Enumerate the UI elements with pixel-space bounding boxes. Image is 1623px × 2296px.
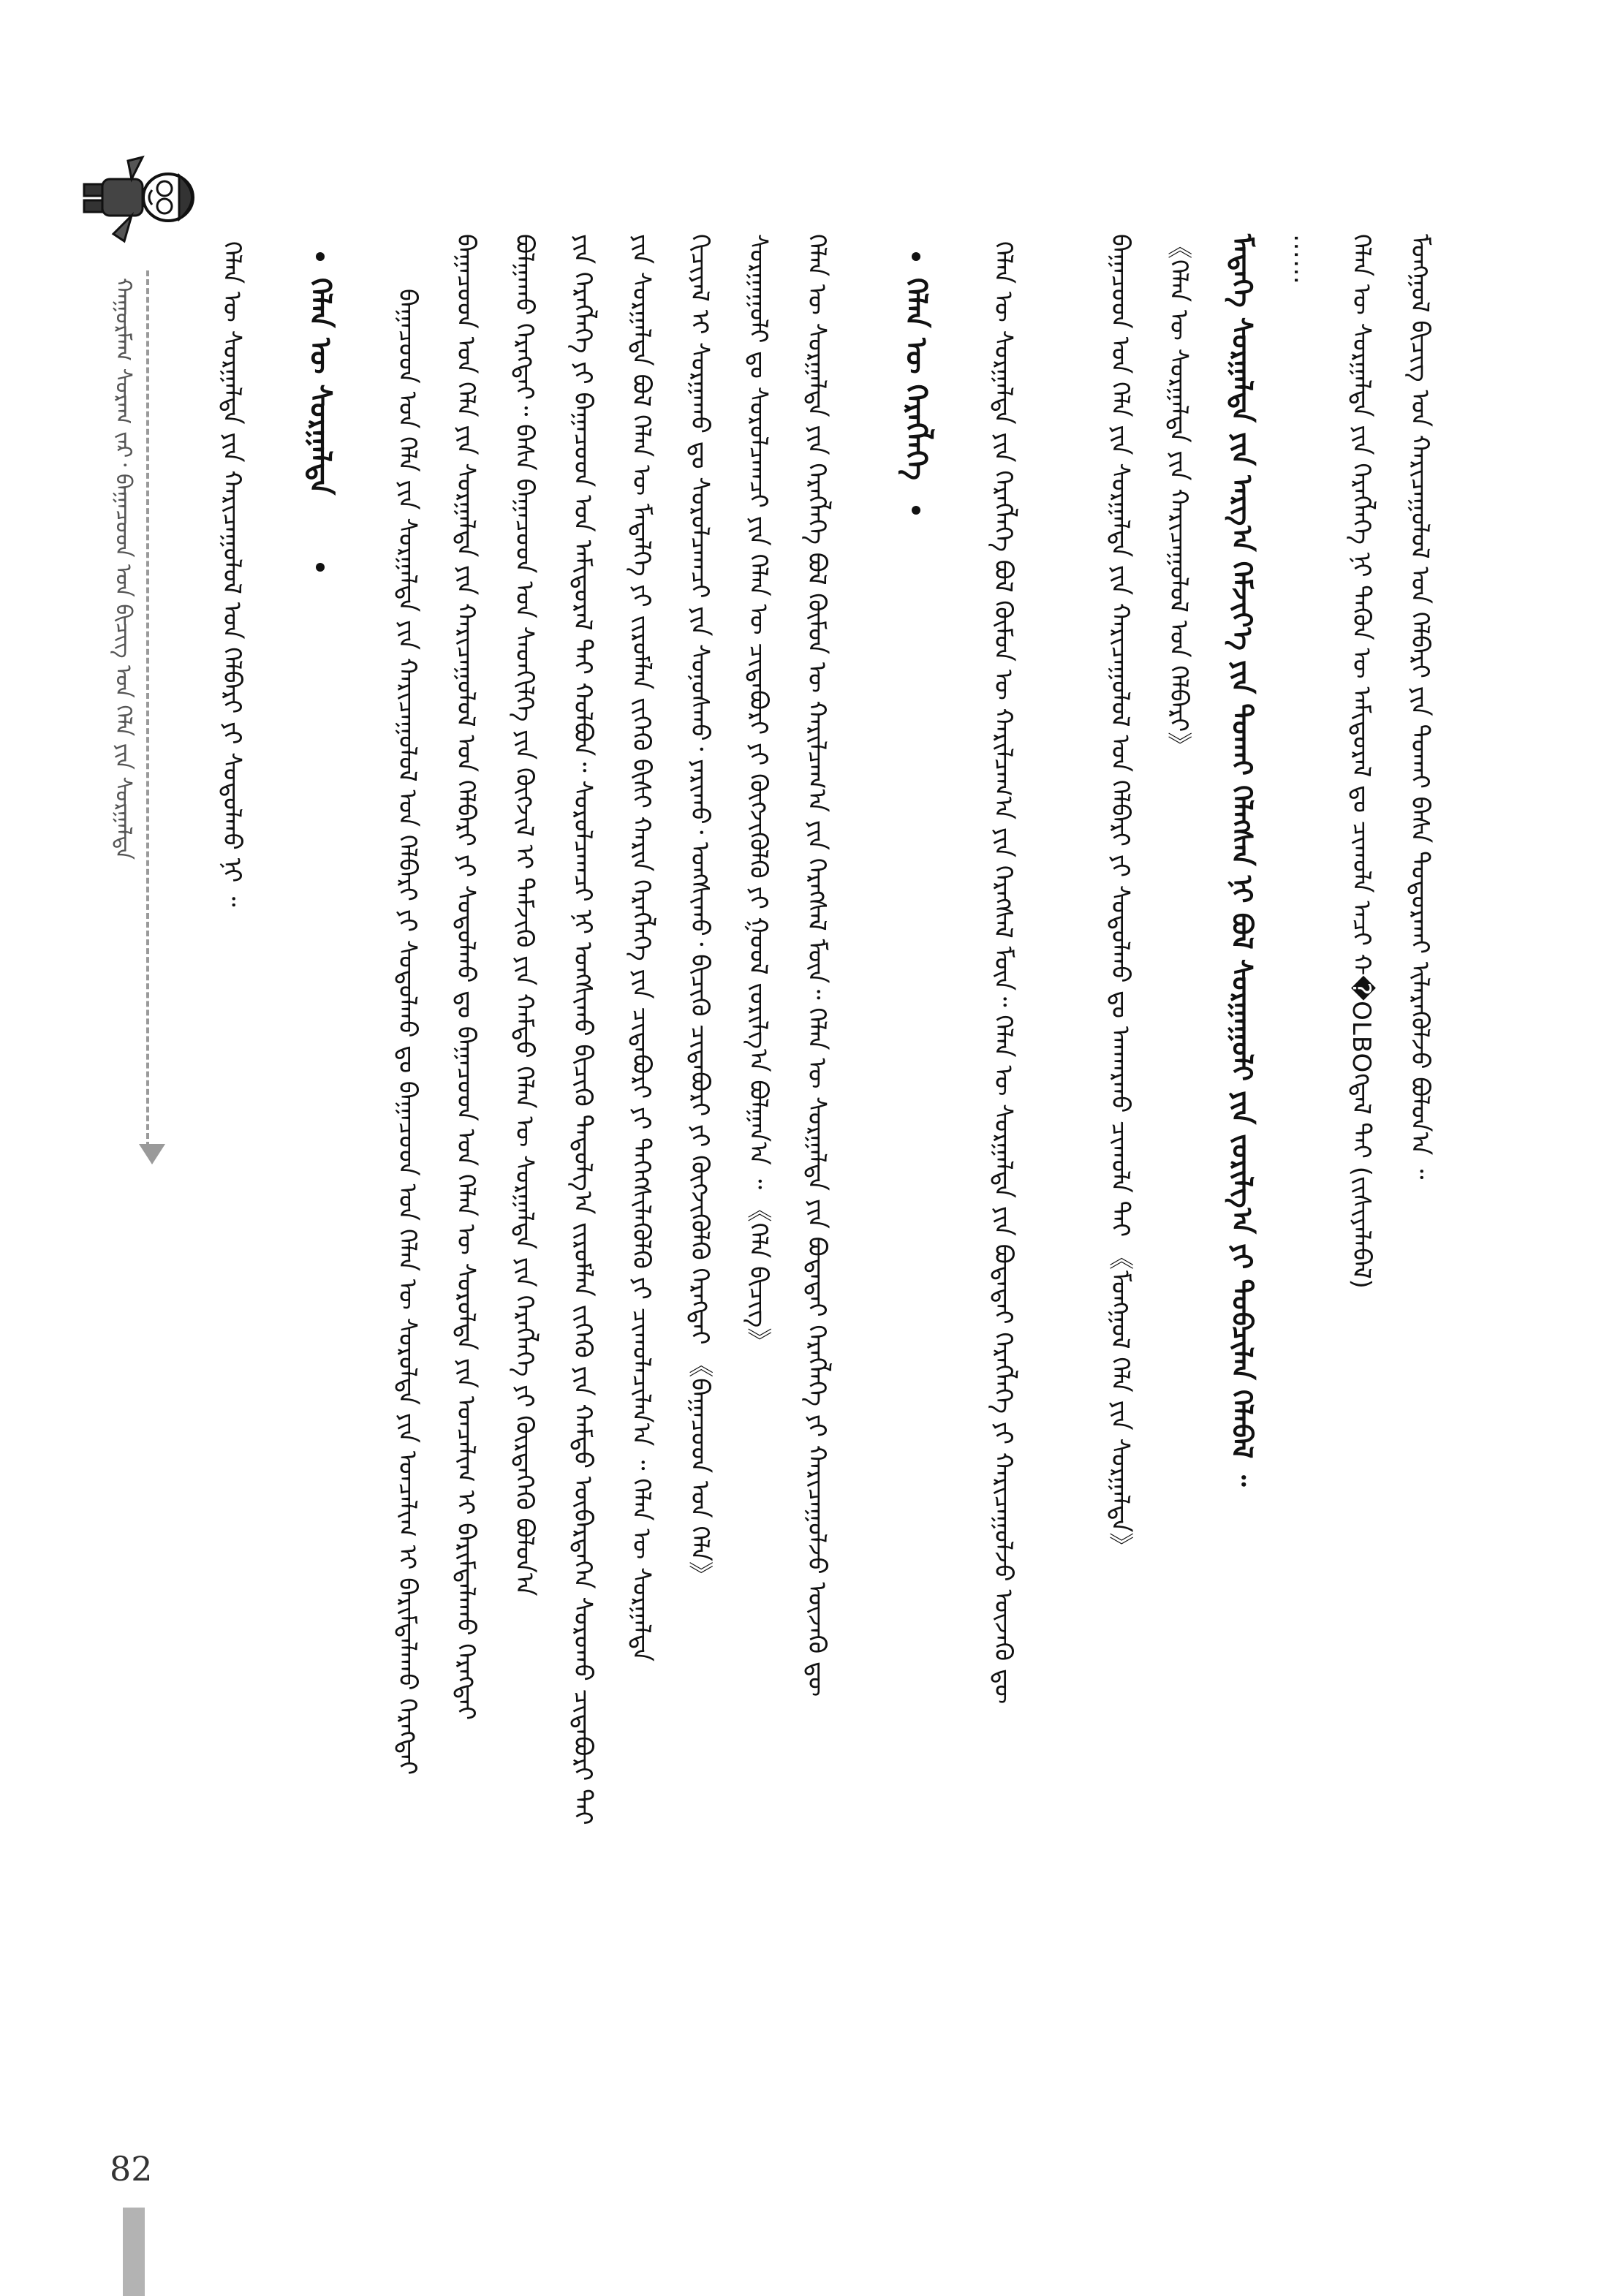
section-heading-2: ᠬᠡᠯᠡᠨ ᠦ ᠰᠤᠷᠭᠠᠯᠲᠠ <box>303 278 337 496</box>
text-column-1: ᠮᠣᠩᠭᠣᠯ ᠪᠢᠴᠢᠭ ᠤᠨ ᠬᠠᠷᠢᠴᠠᠭᠤᠯᠤᠯ ᠤᠨ ᠬᠡᠯᠪᠡᠷᠢ ᠶᠢᠨ ᠲᠤᠬᠠᠢ ᠪᠠᠰᠠ ᠲᠣᠳᠣᠷᠬᠠᠢ ᠢᠯᠡᠷᠡᠭᠦᠯᠵᠦ ᠪᠣᠯᠤᠨ᠎ᠠ ᠃ <box>1405 234 1434 1180</box>
body-column-1: ᠬᠡᠯᠡᠨ ᠦ ᠰᠤᠷᠭᠠᠯᠲᠠ ᠶᠢᠨ ᠬᠡᠷᠡᠭᠯᠡᠭᠡ ᠪᠣᠯ ᠬᠦᠮᠦᠨ ᠦ ᠬᠠᠷᠢᠯᠴᠠᠭ᠎ᠠ ᠶᠢᠨ ᠬᠡᠷᠡᠭᠰᠡᠯ ᠮᠥᠨ᠃ ᠬᠡᠯᠡᠨ ᠦ ᠰᠤᠷᠭᠠᠯᠲᠠ ᠶᠢᠨ ᠪᠣᠳᠠᠳᠠᠢ ᠬᠡᠷᠡᠭᠯᠡᠭᠡ ᠶᠢ ᠬᠠᠷᠢᠴᠠᠭᠤᠯᠵᠤ ᠦᠵᠡᠬᠦ ᠳᠦ <box>802 234 831 1697</box>
thumb-tab <box>123 2208 145 2296</box>
body-column-5: ᠶᠢᠨ ᠬᠡᠷᠡᠭᠯᠡᠭᠡ ᠶᠢ ᠪᠠᠭᠠᠴᠤᠳ ᠤᠨ ᠠᠮᠢᠳᠤᠷᠠᠯ ᠲᠠᠢ ᠬᠣᠯᠪᠣᠨ᠃ ᠰᠤᠷᠤᠯᠴᠠᠭᠴᠢ ᠨᠢ ᠤᠩᠰᠢᠬᠤ ᠪᠢᠴᠢᠬᠦ ᠳᠠᠳᠤᠯᠭ᠎ᠠ ᠵᠢᠷᠤᠮᠯᠠᠨ ᠵᠢᠬᠡᠬᠦ ᠶᠢᠨ ᠬᠠᠮᠲᠤ ᠥᠪᠡᠷᠲᠡᠭᠡᠨ ᠰᠤᠷᠤᠬᠤ ᠴᠢᠳᠠᠪᠤᠷᠢ ᠲᠠᠢ <box>568 234 597 1825</box>
text-column-quote: 《ᠬᠡᠯᠡᠨ ᠦ ᠰᠤᠷᠭᠠᠯᠲᠠ ᠶᠢᠨ ᠬᠠᠷᠢᠴᠠᠭᠤᠯᠤᠯ ᠤᠨ ᠬᠡᠯᠪᠡᠷᠢ》 <box>1164 234 1193 758</box>
page-number: 82 <box>110 2149 153 2189</box>
bullet-dot-icon <box>316 252 325 261</box>
body-column-last: ᠬᠡᠯᠡᠨ ᠦ ᠰᠤᠷᠭᠠᠯᠲᠠ ᠶᠢᠨ ᠬᠠᠷᠢᠴᠠᠭᠤᠯᠤᠯ ᠤᠨ ᠬᠡᠯᠪᠡᠷᠢ ᠶᠢ ᠰᠤᠳᠤᠯᠬᠤ ᠨᠢ ᠃ <box>217 241 246 907</box>
body-column-7: ᠪᠠᠭᠠᠴᠤᠳ ᠤᠨ ᠬᠡᠯᠡ ᠶᠢᠨ ᠰᠤᠷᠭᠠᠯᠲᠠ ᠶᠢᠨ ᠬᠠᠷᠢᠴᠠᠭᠤᠯᠤᠯ ᠤᠨ ᠬᠡᠯᠪᠡᠷᠢ ᠶᠢ ᠰᠤᠳᠤᠯᠬᠤ ᠳᠤ ᠪᠠᠭᠠᠴᠤᠳ ᠤᠨ ᠬᠡᠯᠡᠨ ᠦ ᠰᠤᠷᠤᠯᠲᠠ ᠶᠢᠨ ᠣᠨᠴᠠᠯᠢᠭ ᠢ ᠪᠠᠷᠢᠮᠲᠠᠯᠠᠬᠤ ᠬᠡᠷᠡᠭᠲᠡᠢ <box>451 234 480 1721</box>
body-column-8: ᠪᠠᠭᠠᠴᠤᠳ ᠤᠨ ᠬᠡᠯᠡ ᠶᠢᠨ ᠰᠤᠷᠭᠠᠯᠲᠠ ᠶᠢᠨ ᠬᠠᠷᠢᠴᠠᠭᠤᠯᠤᠯ ᠤᠨ ᠬᠡᠯᠪᠡᠷᠢ ᠶᠢ ᠰᠤᠳᠤᠯᠬᠤ ᠳᠤ ᠪᠠᠭᠠᠴᠤᠳ ᠤᠨ ᠬᠡᠯᠡᠨ ᠦ ᠰᠤᠷᠤᠯᠲᠠ ᠶᠢᠨ ᠣᠨᠴᠠᠯᠢᠭ ᠢ ᠪᠠᠷᠢᠮᠲᠠᠯᠠᠬᠤ ᠬᠡᠷᠡᠭᠲᠡᠢ <box>393 289 422 1776</box>
running-head: ᠬᠠᠭᠤᠷᠮᠠᠭ ᠰᠤᠷᠠᠭ ᠵᠠᠷ᠂ ᠪᠠᠭᠠᠴᠤᠳ ᠤᠨ ᠪᠢᠴᠢᠭ ᠤᠨ ᠬᠡᠯᠡ ᠶᠢᠨ ᠰᠤᠷᠭᠠᠯᠲᠠ <box>110 278 136 860</box>
bullet-dot-icon <box>912 506 920 515</box>
triangle-pointer-icon <box>139 1144 165 1164</box>
body-column-3: ᠬᠢᠴᠢᠶᠡᠯ ᠢ ᠰᠤᠷᠭᠠᠬᠤ ᠳᠤ ᠰᠤᠷᠤᠯᠴᠠᠭᠴᠢ ᠶᠢᠨ ᠰᠣᠨᠣᠰᠬᠤ᠂ ᠶᠠᠷᠢᠬᠤ᠂ ᠤᠩᠰᠢᠬᠤ᠂ ᠪᠢᠴᠢᠬᠦ ᠴᠢᠳᠠᠪᠤᠷᠢ ᠶᠢ ᠬᠥᠭᠵᠢᠭᠦᠯᠬᠦ ᠬᠡᠷᠡᠭᠲᠡᠢ 《ᠪᠠᠭᠠᠴᠤᠳ ᠤᠨ ᠬᠡᠯᠡ》 <box>685 234 714 1587</box>
text-column-bold: ᠮᠡᠳᠡᠭᠡ ᠰᠤᠷᠭᠠᠯᠲᠠ ᠶᠢᠨ ᠠᠷᠭ᠎ᠠ ᠬᠡᠮᠵᠢᠶ᠎ᠡ ᠶᠢᠨ ᠲᠤᠬᠠᠢ ᠬᠡᠯᠡᠭᠰᠡᠨ ᠨᠢ ᠪᠣᠯ ᠰᠤᠷᠭᠠᠭᠤᠯᠢ ᠶᠢᠨ ᠵᠣᠷᠢᠯᠭ᠎ᠠ ᠶᠢ ᠲᠣᠪᠴᠢᠯᠠᠨ ᠬᠡᠯᠡᠪᠡᠯ ᠃ <box>1226 234 1258 1487</box>
text-column-5: ᠬᠡᠯᠡᠨ ᠦ ᠰᠤᠷᠭᠠᠯᠲᠠ ᠶᠢᠨ ᠬᠡᠷᠡᠭᠯᠡᠭᠡ ᠪᠣᠯ ᠬᠦᠮᠦᠨ ᠦ ᠬᠠᠷᠢᠯᠴᠠᠭ᠎ᠠ ᠶᠢᠨ ᠬᠡᠷᠡᠭᠰᠡᠯ ᠮᠥᠨ᠃ ᠬᠡᠯᠡᠨ ᠦ ᠰᠤᠷᠭᠠᠯᠲᠠ ᠶᠢᠨ ᠪᠣᠳᠠᠳᠠᠢ ᠬᠡᠷᠡᠭᠯᠡᠭᠡ ᠶᠢ ᠬᠠᠷᠢᠴᠠᠭᠤᠯᠵᠤ ᠦᠵᠡᠬᠦ ᠳᠦ <box>988 241 1018 1705</box>
bullet-dot-icon <box>316 563 325 572</box>
text-column-2: ᠬᠡᠯᠡᠨ ᠦ ᠰᠤᠷᠭᠠᠯᠲᠠ ᠶᠢᠨ ᠬᠡᠷᠡᠭᠯᠡᠭᠡ ᠨᠢ ᠲᠡᠭᠦᠨ ᠦ ᠠᠮᠢᠳᠤᠷᠠᠯ ᠳᠤ ᠴᠢᠬᠤᠯᠠ ᠠᠴᠢ ᠬ�OLBOᠭᠳᠠᠯ ᠲᠠᠢ (ᠵᠢᠱᠢᠶᠡᠯᠡᠪᠡᠯ) <box>1347 234 1376 1289</box>
text-column-4: ᠪᠠᠭᠠᠴᠤᠳ ᠤᠨ ᠬᠡᠯᠡ ᠶᠢᠨ ᠰᠤᠷᠭᠠᠯᠲᠠ ᠶᠢᠨ ᠬᠠᠷᠢᠴᠠᠭᠤᠯᠤᠯ ᠤᠨ ᠬᠡᠯᠪᠡᠷᠢ ᠶᠢ ᠰᠤᠳᠤᠯᠬᠤ ᠳᠤ ᠠᠨᠬᠠᠷᠬᠤ ᠴᠢᠬᠤᠯᠠ ᠲᠠᠢ 《ᠮᠣᠩᠭᠣᠯ ᠬᠡᠯᠡ ᠶᠢᠨ ᠰᠤᠷᠭᠠᠯᠲᠠ》 <box>1105 234 1135 1558</box>
bullet-dot-icon <box>912 252 920 261</box>
cartoon-boy-icon <box>62 128 223 267</box>
ellipsis: …… <box>1288 234 1317 285</box>
body-column-4: ᠶᠢᠨ ᠰᠤᠷᠭᠠᠯᠲᠠ ᠪᠣᠯ ᠬᠡᠯᠡᠨ ᠦ ᠮᠡᠳᠡᠯᠭᠡ ᠶᠢ ᠵᠢᠷᠤᠮᠯᠠᠨ ᠵᠢᠬᠡᠬᠦ ᠪᠢᠰᠢ ᠬᠠᠷᠢᠨ ᠬᠡᠷᠡᠭᠯᠡᠭᠡ ᠶᠢᠨ ᠴᠢᠳᠠᠪᠤᠷᠢ ᠶᠢ ᠳᠡᠭᠡᠭᠰᠢᠯᠡᠭᠦᠯᠬᠦ ᠶᠢ ᠴᠢᠬᠤᠯᠠᠴᠢᠯᠠᠨ᠎ᠠ ᠃ ᠬᠡᠯᠡᠨ ᠦ ᠰᠤᠷᠭᠠᠯᠲᠠ <box>627 234 656 1662</box>
body-column-2: ᠰᠤᠷᠭᠠᠭᠤᠯᠢ ᠳᠤ ᠰᠤᠷᠤᠯᠴᠠᠭᠴᠢ ᠶᠢᠨ ᠬᠡᠯᠡᠨ ᠦ ᠴᠢᠳᠠᠪᠤᠷᠢ ᠶᠢ ᠬᠥᠭᠵᠢᠭᠦᠯᠬᠦ ᠶᠢ ᠭᠣᠣᠯ ᠵᠣᠷᠢᠯᠭ᠎ᠠ ᠪᠣᠯᠭᠠᠨ᠎ᠠ ᠃ 《ᠬᠡᠯᠡ ᠪᠢᠴᠢᠭ》 <box>744 234 773 1354</box>
section-heading-1: ᠬᠡᠯᠡᠨ ᠦ ᠬᠡᠷᠡᠭᠯᠡᠭᠡ <box>899 278 933 480</box>
body-column-6: ᠪᠣᠯᠭᠠᠬᠤ ᠬᠡᠷᠡᠭᠲᠡᠢ᠃ ᠪᠠᠰᠠ ᠪᠠᠭᠠᠴᠤᠳ ᠤᠨ ᠰᠡᠳᠬᠢᠯᠭᠡ ᠶᠢᠨ ᠬᠥᠭᠵᠢᠯ ᠢ ᠳᠡᠮᠵᠢᠬᠦ ᠶᠢᠨ ᠬᠠᠮᠲᠤ ᠬᠡᠯᠡᠨ ᠦ ᠰᠤᠷᠭᠠᠯᠲᠠ ᠶᠢᠨ ᠬᠡᠷᠡᠭᠯᠡᠭᠡ ᠶᠢ ᠬᠦᠷᠲᠡᠭᠡᠬᠦ ᠪᠣᠯᠤᠨ᠎ᠠ <box>510 234 539 1596</box>
